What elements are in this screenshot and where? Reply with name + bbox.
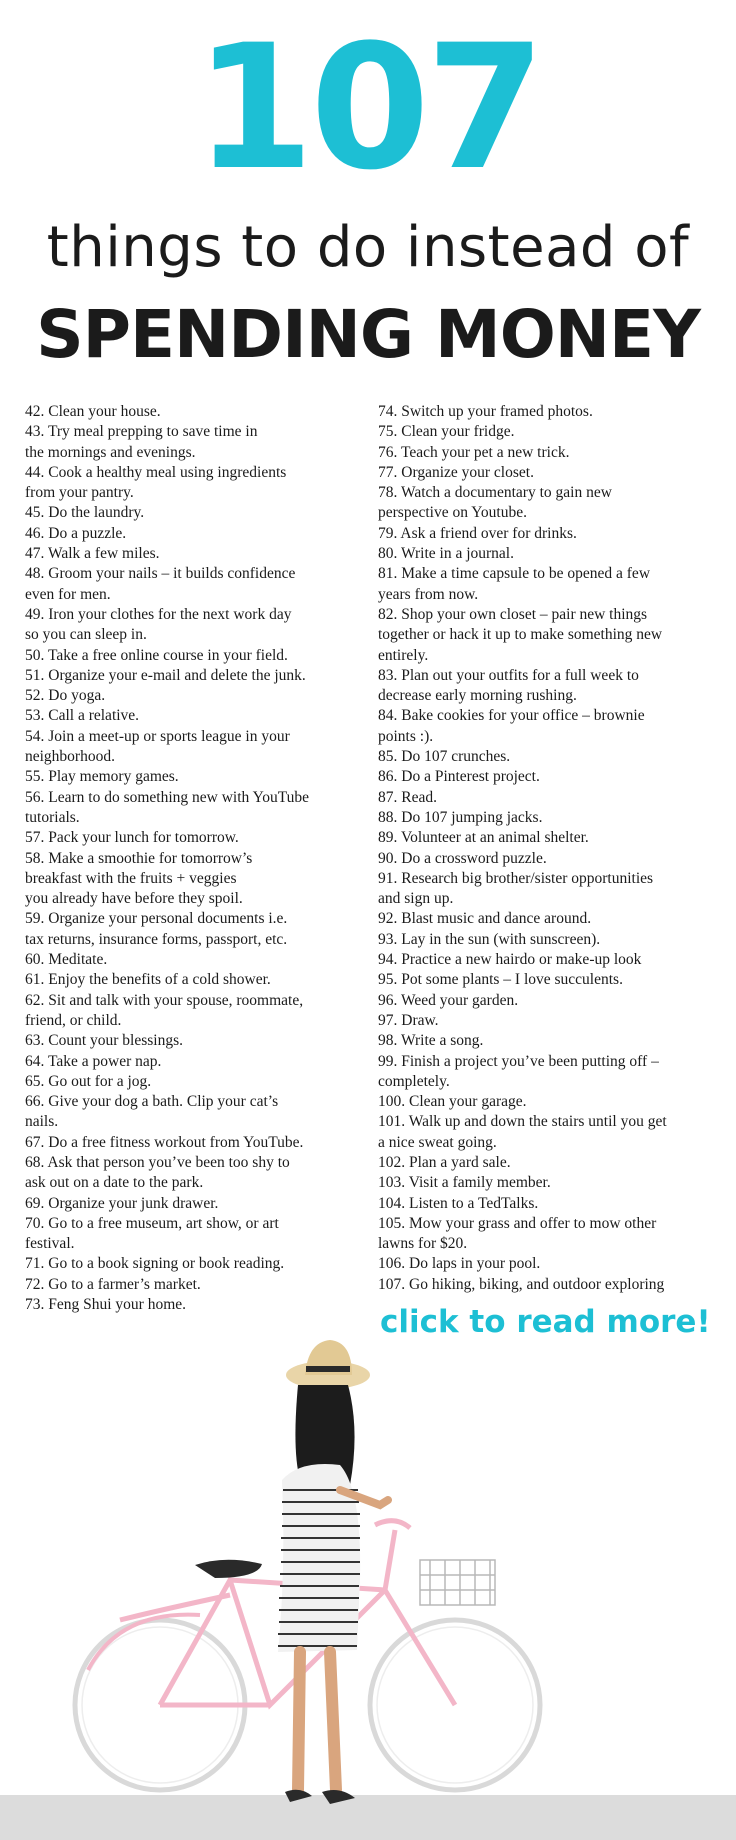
list-item: 83. Plan out your outfits for a full week to: [378, 666, 639, 684]
list-item: 51. Organize your e-mail and delete the junk.: [25, 666, 306, 684]
list-item: 59. Organize your personal documents i.e.: [25, 910, 288, 928]
list-item: 91. Research big brother/sister opportunities: [378, 869, 654, 887]
list-item: you already have before they spoil.: [25, 890, 243, 908]
list-item: 85. Do 107 crunches.: [378, 748, 511, 766]
list-item: 78. Watch a documentary to gain new: [378, 484, 612, 502]
list-item: tutorials.: [25, 808, 80, 826]
list-item: together or hack it up to make something new: [378, 626, 663, 644]
list-item: 63. Count your blessings.: [25, 1032, 184, 1050]
list-item: 99. Finish a project you’ve been putting off –: [378, 1052, 659, 1070]
list-item: 81. Make a time capsule to be opened a few: [378, 565, 651, 583]
list-item: perspective on Youtube.: [378, 504, 527, 522]
list-item: 45. Do the laundry.: [25, 504, 145, 522]
list-item: 103. Visit a family member.: [378, 1174, 551, 1192]
woman-with-bicycle-illustration: [0, 1340, 736, 1840]
list-item: 54. Join a meet-up or sports league in your: [25, 727, 290, 745]
list-item: 66. Give your dog a bath. Clip your cat’s: [25, 1093, 279, 1111]
list-item: 71. Go to a book signing or book reading.: [25, 1255, 285, 1273]
list-item: points :).: [378, 727, 434, 745]
list-item: 55. Play memory games.: [25, 768, 179, 786]
list-item: 67. Do a free fitness workout from YouTube.: [25, 1133, 304, 1151]
list-item: festival.: [25, 1235, 75, 1253]
list-item: 61. Enjoy the benefits of a cold shower.: [25, 971, 271, 989]
list-item: and sign up.: [378, 890, 454, 908]
list-item: neighborhood.: [25, 748, 115, 766]
list-item: 53. Call a relative.: [25, 707, 140, 725]
list-item: breakfast with the fruits + veggies: [25, 869, 237, 887]
list-item: 47. Walk a few miles.: [25, 545, 160, 563]
list-item: ask out on a date to the park.: [25, 1174, 204, 1192]
list-item: years from now.: [378, 585, 479, 603]
list-item: 43. Try meal prepping to save time in: [25, 423, 258, 441]
list-item: 79. Ask a friend over for drinks.: [378, 524, 577, 542]
list-item: nails.: [25, 1113, 59, 1131]
list-left-column: [25, 402, 365, 1315]
list-item: 65. Go out for a jog.: [25, 1072, 152, 1090]
list-item: 76. Teach your pet a new trick.: [378, 443, 570, 461]
list-item: lawns for $20.: [378, 1235, 468, 1253]
woman-figure: [278, 1340, 388, 1804]
read-more-link[interactable]: click to read more!: [380, 1304, 711, 1340]
list-item: entirely.: [378, 646, 429, 664]
list-item: 95. Pot some plants – I love succulents.: [378, 971, 623, 989]
list-item: even for men.: [25, 585, 111, 603]
list-item: 69. Organize your junk drawer.: [25, 1194, 219, 1212]
list-item: from your pantry.: [25, 484, 134, 502]
list-item: completely.: [378, 1072, 450, 1090]
list-item: a nice sweat going.: [378, 1133, 497, 1151]
list-right-column: [378, 402, 718, 1295]
list-item: 102. Plan a yard sale.: [378, 1153, 511, 1171]
list-item: 49. Iron your clothes for the next work day: [25, 605, 292, 623]
list-item: 70. Go to a free museum, art show, or art: [25, 1214, 279, 1232]
list-item: 90. Do a crossword puzzle.: [378, 849, 547, 867]
list-item: 104. Listen to a TedTalks.: [378, 1194, 539, 1212]
list-item: 82. Shop your own closet – pair new things: [378, 605, 648, 623]
list-item: 93. Lay in the sun (with sunscreen).: [378, 930, 601, 948]
list-item: 107. Go hiking, biking, and outdoor exploring: [378, 1275, 665, 1293]
list-item: 97. Draw.: [378, 1011, 439, 1029]
list-item: 42. Clean your house.: [25, 403, 161, 420]
hero-number: 107: [194, 7, 542, 208]
list-item: 62. Sit and talk with your spouse, roommate,: [25, 991, 304, 1009]
list-item: 100. Clean your garage.: [378, 1093, 527, 1111]
basket-icon: [420, 1560, 495, 1605]
list-item: 77. Organize your closet.: [378, 463, 534, 481]
list-item: 74. Switch up your framed photos.: [378, 403, 593, 420]
list-item: 75. Clean your fridge.: [378, 423, 515, 441]
list-item: 68. Ask that person you’ve been too shy to: [25, 1153, 290, 1171]
bike-seat: [195, 1560, 262, 1578]
list-item: decrease early morning rushing.: [378, 687, 577, 705]
subtitle: things to do instead of: [46, 215, 690, 280]
list-item: 52. Do yoga.: [25, 687, 106, 705]
list-item: 73. Feng Shui your home.: [25, 1296, 187, 1314]
list-item: so you can sleep in.: [25, 626, 147, 644]
list-item: 101. Walk up and down the stairs until you get: [378, 1113, 667, 1131]
headline: SPENDING MONEY: [36, 296, 700, 373]
list-item: 84. Bake cookies for your office – brownie: [378, 707, 645, 725]
list-item: 89. Volunteer at an animal shelter.: [378, 829, 589, 847]
list-item: 88. Do 107 jumping jacks.: [378, 808, 543, 826]
list-item: 46. Do a puzzle.: [25, 524, 127, 542]
list-item: 44. Cook a healthy meal using ingredients: [25, 463, 287, 481]
list-item: 92. Blast music and dance around.: [378, 910, 592, 928]
list-item: 96. Weed your garden.: [378, 991, 519, 1009]
list-item: 56. Learn to do something new with YouTube: [25, 788, 310, 806]
list-item: 87. Read.: [378, 788, 437, 806]
list-item: 106. Do laps in your pool.: [378, 1255, 541, 1273]
list-item: friend, or child.: [25, 1011, 122, 1029]
list-item: 48. Groom your nails – it builds confidence: [25, 565, 296, 583]
list-item: 72. Go to a farmer’s market.: [25, 1275, 201, 1293]
list-item: 86. Do a Pinterest project.: [378, 768, 540, 786]
list-item: 98. Write a song.: [378, 1032, 484, 1050]
list-item: 94. Practice a new hairdo or make-up look: [378, 951, 642, 969]
list-item: 57. Pack your lunch for tomorrow.: [25, 829, 239, 847]
list-item: 58. Make a smoothie for tomorrow’s: [25, 849, 253, 867]
list-item: 50. Take a free online course in your field.: [25, 646, 288, 664]
list-item: tax returns, insurance forms, passport, etc.: [25, 930, 288, 948]
list-item: 64. Take a power nap.: [25, 1052, 162, 1070]
list-item: 80. Write in a journal.: [378, 545, 514, 563]
ground: [0, 1795, 736, 1840]
list-item: 105. Mow your grass and offer to mow other: [378, 1214, 657, 1232]
list-item: the mornings and evenings.: [25, 443, 196, 461]
list-item: 60. Meditate.: [25, 951, 108, 969]
